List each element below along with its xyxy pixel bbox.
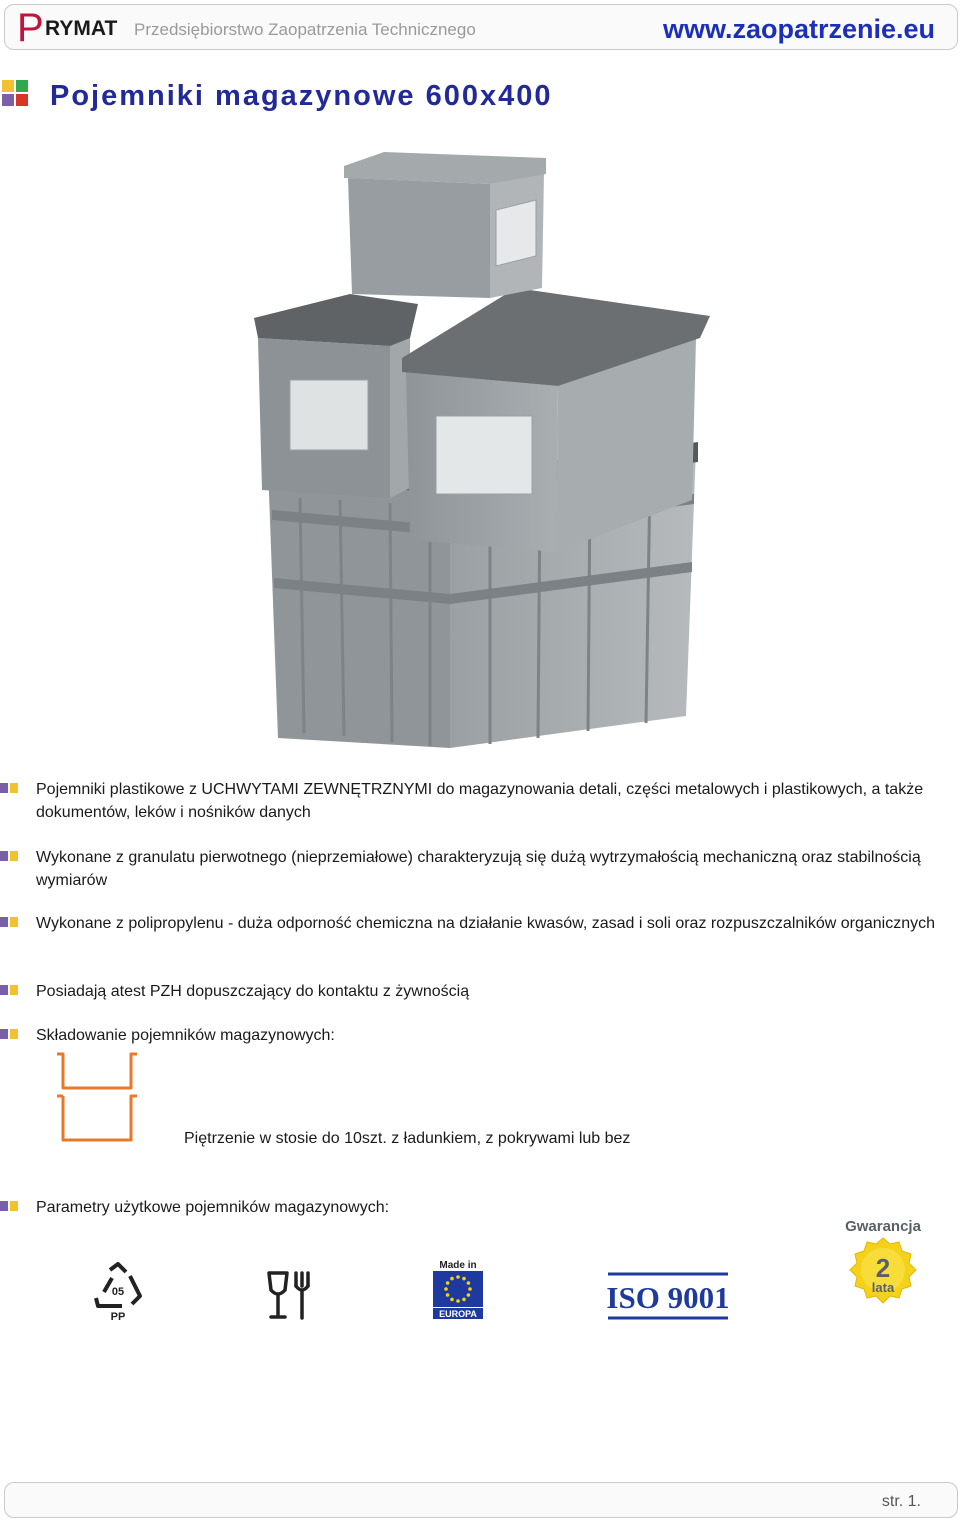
recycling-pp-logo xyxy=(92,1262,144,1324)
brand-subtitle: Przedsiębiorstwo Zaopatrzenia Technicznego xyxy=(134,20,476,39)
feature-item xyxy=(36,912,941,935)
bullet-icon xyxy=(0,917,18,927)
food-safe-logo xyxy=(266,1270,312,1322)
brand-initial: P xyxy=(17,6,44,50)
stacking-icon xyxy=(55,1052,141,1146)
warranty-label: Gwarancja xyxy=(845,1218,921,1235)
feature-item xyxy=(36,1024,941,1047)
glass-fork-icon xyxy=(266,1270,312,1322)
feature-item xyxy=(36,980,941,1003)
brand-name: RYMAT xyxy=(45,17,118,40)
title-squares-icon xyxy=(2,80,30,108)
feature-item xyxy=(36,846,941,892)
footer-bar xyxy=(4,1482,958,1518)
parameters-heading: Parametry użytkowe pojemników magazynowych: xyxy=(36,1199,390,1216)
europa-text: EUROPA xyxy=(439,1309,477,1319)
website-link[interactable]: www.zaopatrzenie.eu xyxy=(662,14,935,44)
product-photo xyxy=(240,148,720,758)
feature-text: Składowanie pojemników magazynowych: xyxy=(36,1027,335,1044)
bullet-icon xyxy=(0,783,18,793)
feature-item xyxy=(36,778,941,824)
feature-text: Wykonane z polipropylenu - duża odporność chemiczna na działanie kwasów, zasad i soli oraz rozpuszczalników organicznych xyxy=(36,915,935,932)
recycling-material: PP xyxy=(110,1311,126,1323)
made-in-europa-logo xyxy=(432,1258,484,1320)
made-in-text: Made in xyxy=(439,1260,477,1271)
warranty-unit: lata xyxy=(871,1280,895,1295)
bullet-icon xyxy=(0,985,18,995)
header-bar xyxy=(4,4,958,50)
iso-text: ISO 9001 xyxy=(606,1280,730,1315)
bullet-icon xyxy=(0,851,18,861)
stacking-note: Piętrzenie w stosie do 10szt. z ładunkiem, z pokrywami lub bez xyxy=(184,1130,631,1147)
page-title: Pojemniki magazynowe 600x400 xyxy=(50,80,553,112)
feature-text: Posiadają atest PZH dopuszczający do kontaktu z żywnością xyxy=(36,983,470,1000)
eu-flag-icon xyxy=(432,1258,484,1320)
bullet-icon xyxy=(0,1029,18,1039)
iso-9001-logo xyxy=(606,1270,730,1322)
warranty-years: 2 xyxy=(875,1253,891,1283)
feature-text: Wykonane z granulatu pierwotnego (nieprzemiałowe) charakteryzują się dużą wytrzymałością mechaniczną oraz stabilnością wymiarów xyxy=(36,849,921,889)
recycling-icon xyxy=(92,1262,144,1324)
warranty-logo xyxy=(836,1214,930,1322)
parameters-heading-item xyxy=(36,1196,941,1219)
recycling-code: 05 xyxy=(111,1286,125,1298)
bullet-icon xyxy=(0,1201,18,1211)
page-number: str. 1. xyxy=(881,1493,921,1510)
iso-badge-icon xyxy=(606,1270,730,1322)
warranty-seal-icon xyxy=(836,1214,930,1322)
feature-text: Pojemniki plastikowe z UCHWYTAMI ZEWNĘTRZNYMI do magazynowania detali, części metalowych i plastikowych, a także dokumentów, leków i nośników danych xyxy=(36,781,924,821)
